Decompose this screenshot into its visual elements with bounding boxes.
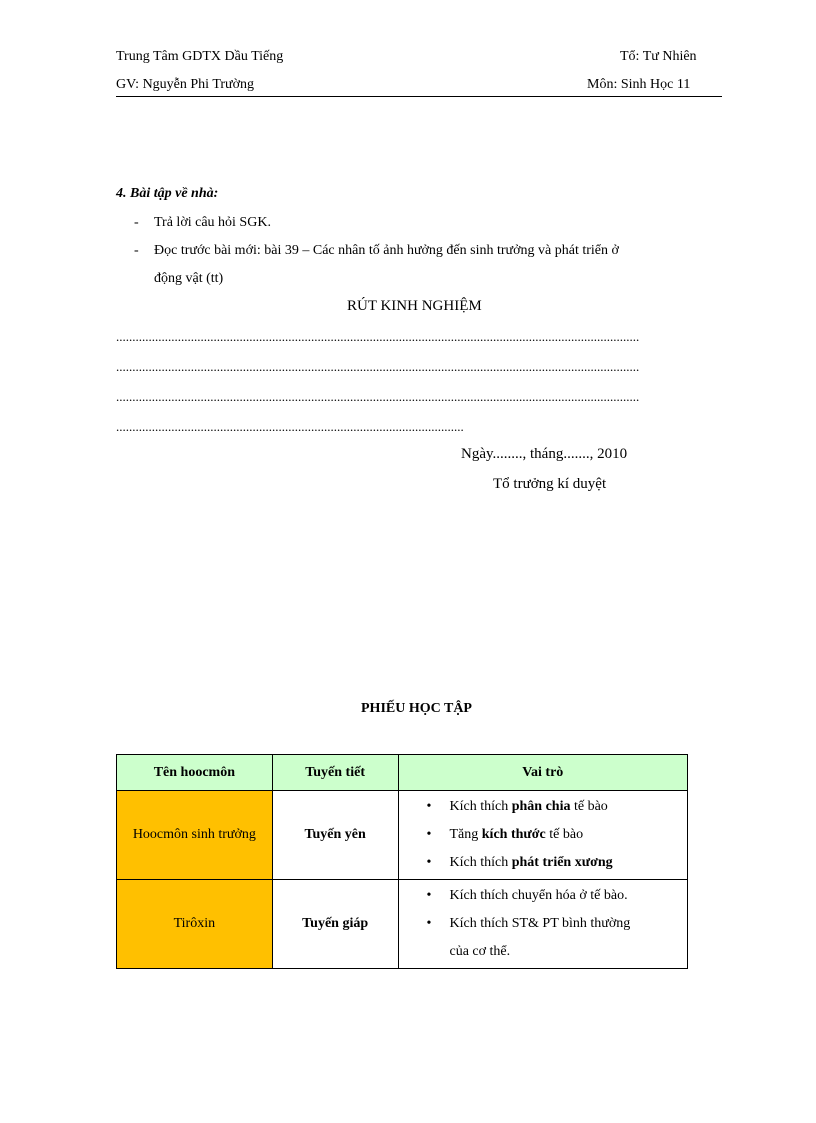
- table-row: [117, 791, 688, 880]
- table-header-row: [117, 755, 688, 791]
- gland-name: Tuyến yên: [272, 791, 398, 880]
- homework-heading: 4. Bài tập về nhà:: [116, 186, 219, 201]
- homework-item: Trả lời câu hỏi SGK.: [154, 215, 271, 230]
- role-item: • Kích thích ST& PT bình thường: [427, 910, 688, 938]
- header-school: Trung Tâm GDTX Dầu Tiếng: [116, 49, 284, 64]
- homework-item-dash: -: [134, 215, 139, 230]
- worksheet-table: [116, 754, 688, 969]
- worksheet-title: PHIẾU HỌC TẬP: [361, 701, 472, 716]
- review-line: ...........................................................................................................: [116, 419, 464, 434]
- review-title: RÚT KINH NGHIỆM: [347, 298, 482, 314]
- date-line: Ngày........, tháng......., 2010: [461, 446, 628, 462]
- role-item: • Tăng kích thước tế bào: [427, 821, 688, 849]
- header-rule: [116, 96, 722, 97]
- column-header: Tuyến tiết: [272, 755, 398, 791]
- role-item: • Kích thích chuyển hóa ở tế bào.: [427, 882, 688, 910]
- gland-name: Tuyến giáp: [272, 880, 398, 969]
- hormone-name: Tirôxin: [117, 880, 273, 969]
- hormone-name: Hoocmôn sinh trưởng: [117, 791, 273, 880]
- column-header: Vai trò: [398, 755, 688, 791]
- signature-label: Tổ trưởng kí duyệt: [493, 476, 607, 492]
- table-row: [117, 880, 688, 969]
- review-line: .................................................................................................................................................................: [116, 389, 640, 404]
- homework-item-dash: -: [134, 243, 139, 258]
- header-subject: Môn: Sinh Học 11: [587, 77, 691, 92]
- role-continuation: của cơ thể.: [449, 944, 511, 959]
- homework-item: Đọc trước bài mới: bài 39 – Các nhân tố ảnh hưởng đến sinh trưởng và phát triển ở: [154, 243, 619, 258]
- header-teacher: GV: Nguyễn Phi Trường: [116, 77, 255, 92]
- roles-cell: [398, 791, 688, 880]
- role-item: • Kích thích phân chia tế bào: [427, 793, 688, 821]
- homework-item-continuation: động vật (tt): [154, 271, 224, 286]
- role-item: • Kích thích phát triển xương: [427, 849, 688, 877]
- review-line: .................................................................................................................................................................: [116, 359, 640, 374]
- column-header: Tên hoocmôn: [117, 755, 273, 791]
- roles-cell: [398, 880, 688, 969]
- review-line: .................................................................................................................................................................: [116, 329, 640, 344]
- header-group: Tổ: Tư Nhiên: [620, 49, 697, 64]
